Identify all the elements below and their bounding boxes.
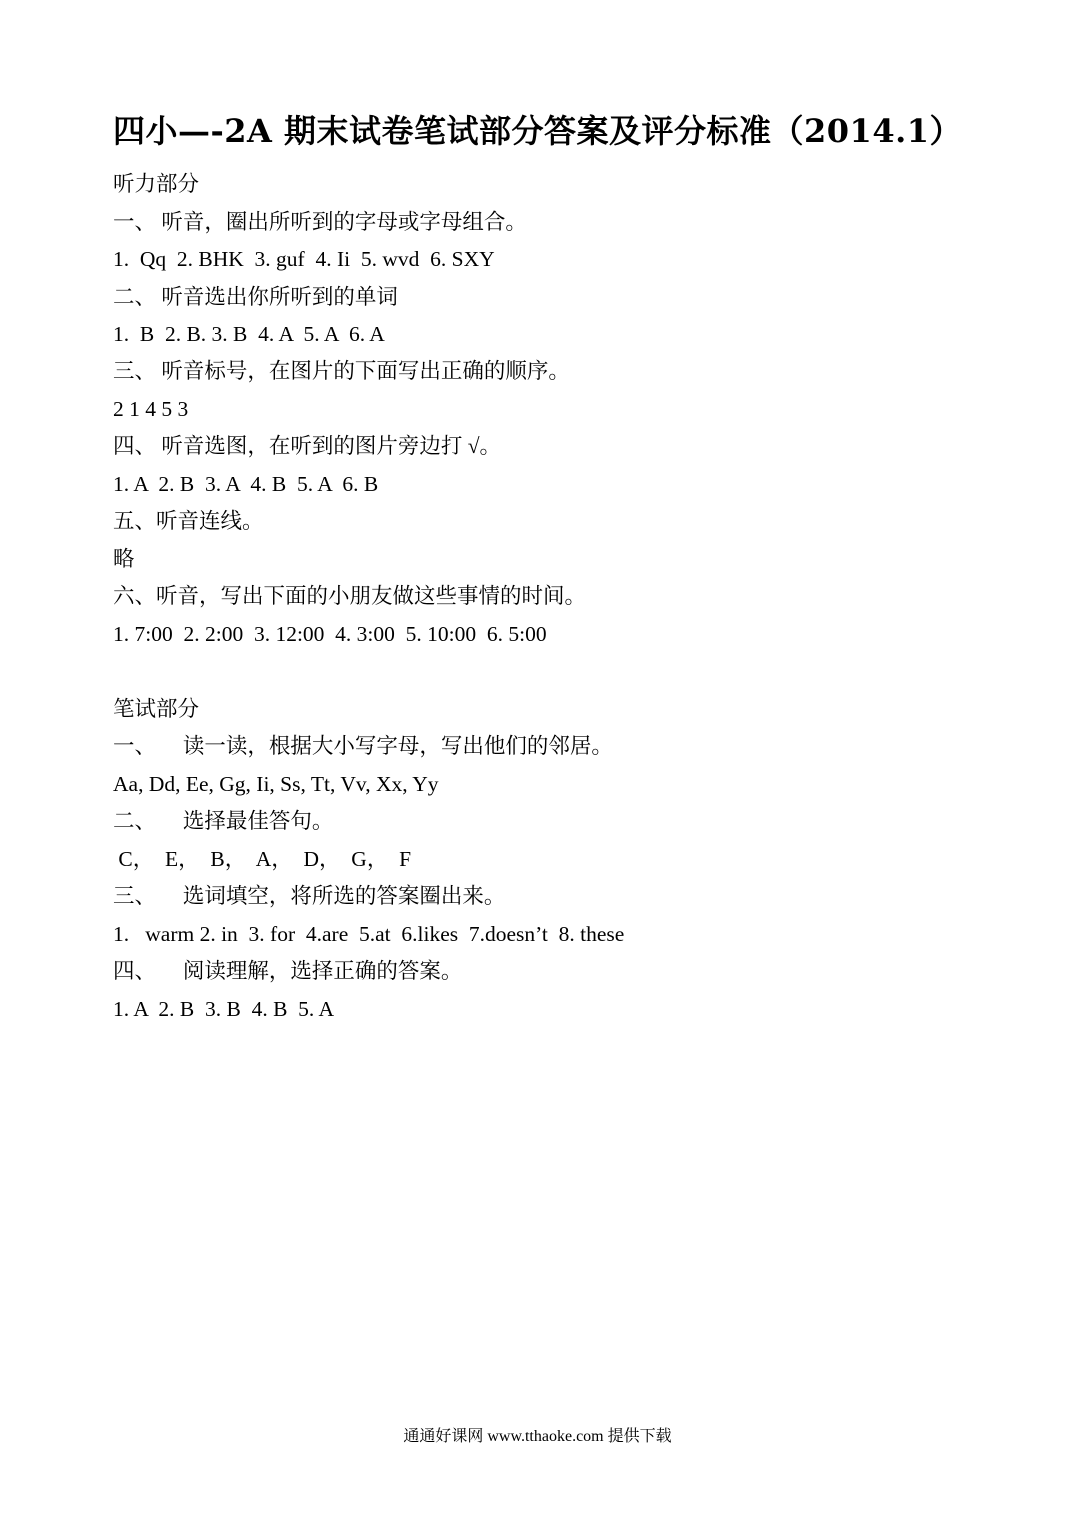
document-title: 四小—-2A 期末试卷笔试部分答案及评分标准（2014.1） (113, 112, 962, 150)
listening-q5-heading: 五、听音连线。 (113, 509, 264, 533)
writing-heading: 笔试部分 (113, 697, 200, 721)
listening-q4-answers: 1. A 2. B 3. A 4. B 5. A 6. B (113, 472, 379, 496)
writing-q3-answers: 1. warm 2. in 3. for 4.are 5.at 6.likes 7.doesn’t 8. these (113, 922, 625, 946)
writing-q1-heading: 一、 读一读，根据大小写字母，写出他们的邻居。 (113, 734, 613, 758)
page-footer: 通通好课网 www.tthaoke.com 提供下载 (403, 1428, 672, 1445)
listening-q3-answers: 2 1 4 5 3 (113, 397, 189, 421)
listening-q1-heading: 一、 听音，圈出所听到的字母或字母组合。 (113, 210, 527, 234)
listening-q6-heading: 六、听音，写出下面的小朋友做这些事情的时间。 (113, 584, 587, 608)
writing-q1-answers: Aa, Dd, Ee, Gg, Ii, Ss, Tt, Vv, Xx, Yy (113, 772, 439, 796)
writing-q4-heading: 四、 阅读理解，选择正确的答案。 (113, 959, 463, 983)
listening-heading: 听力部分 (113, 172, 200, 196)
listening-q1-answers: 1. Qq 2. BHK 3. guf 4. Ii 5. wvd 6. SXY (113, 247, 495, 271)
listening-q6-answers: 1. 7:00 2. 2:00 3. 12:00 4. 3:00 5. 10:00 6. 5:00 (113, 622, 547, 646)
writing-q2-answers: C， E， B， A， D， G， F (113, 847, 412, 871)
writing-q3-heading: 三、 选词填空，将所选的答案圈出来。 (113, 884, 506, 908)
listening-q2-answers: 1. B 2. B. 3. B 4. A 5. A 6. A (113, 322, 385, 346)
listening-q2-heading: 二、 听音选出你所听到的单词 (113, 285, 398, 309)
writing-q2-heading: 二、 选择最佳答句。 (113, 809, 334, 833)
writing-q4-answers: 1. A 2. B 3. B 4. B 5. A (113, 997, 335, 1021)
listening-q4-heading: 四、 听音选图，在听到的图片旁边打 √。 (113, 434, 502, 458)
listening-q3-heading: 三、 听音标号，在图片的下面写出正确的顺序。 (113, 359, 570, 383)
listening-q5-answers: 略 (113, 547, 135, 571)
